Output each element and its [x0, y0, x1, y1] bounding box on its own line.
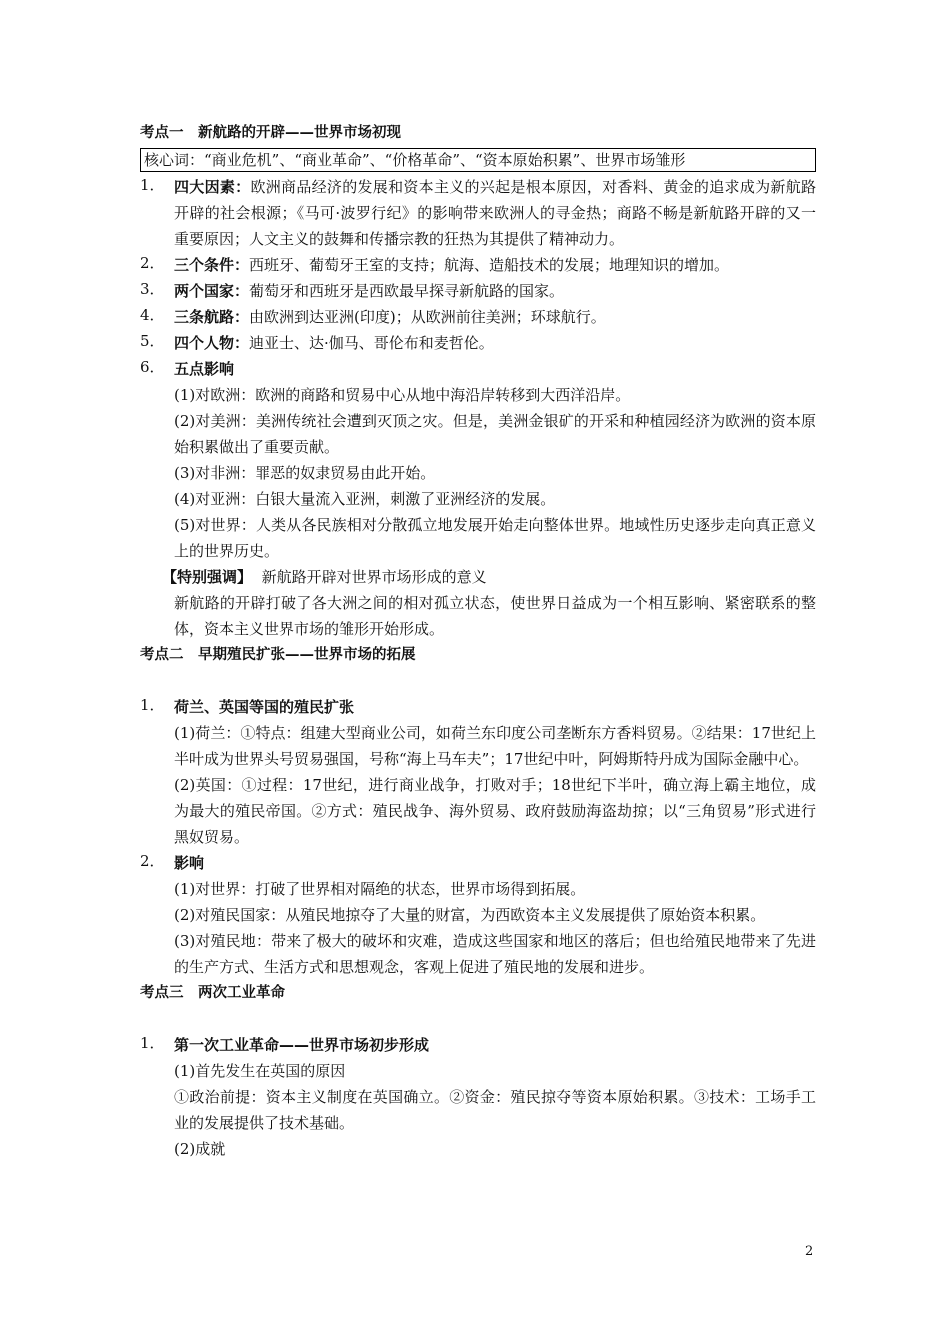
emphasis-title: 新航路开辟对世界市场形成的意义: [261, 568, 487, 586]
list-item: [140, 1032, 816, 1058]
effect-paragraph: (4)对亚洲：白银大量流入亚洲，刺激了亚洲经济的发展。: [174, 490, 556, 508]
emphasis-heading: [140, 564, 816, 590]
item-number: 1．: [140, 696, 165, 714]
item-text: 欧洲商品经济的发展和资本主义的兴起是根本原因，对香料、黄金的追求成为新航路开辟的社会根源；《马可·波罗行纪》的影响带来欧洲人的寻金热；商路不畅是新航路开辟的又一重要原因；人文主义的鼓舞和传播宗教的狂热为其提供了精神动力。: [174, 178, 816, 248]
item-number: 3．: [140, 280, 165, 298]
item-label: 五点影响: [174, 360, 235, 378]
section-title-2: 考点二 早期殖民扩张——世界市场的拓展: [140, 647, 416, 663]
sub-paragraph: (3)对殖民地：带来了极大的破坏和灾难，造成这些国家和地区的落后；但也给殖民地带来了先进的生产方式、生活方式和思想观念，客观上促进了殖民地的发展和进步。: [174, 932, 816, 976]
item-number: 2．: [140, 254, 165, 272]
item-label: 两个国家：: [174, 282, 250, 300]
effect-paragraph: (2)对美洲：美洲传统社会遭到灭顶之灾。但是，美洲金银矿的开采和种植园经济为欧洲的资本原始积累做出了重要贡献。: [174, 412, 816, 456]
sub-paragraph: (1)首先发生在英国的原因: [174, 1062, 346, 1080]
section-title-1: 考点一 新航路的开辟——世界市场初现: [140, 125, 401, 141]
list-item: [140, 330, 816, 356]
item-label: 三条航路：: [174, 308, 250, 326]
item-label: 三个条件：: [174, 256, 250, 274]
sub-paragraph: ①政治前提：资本主义制度在英国确立。②资金：殖民掠夺等资本原始积累。③技术：工场手工业的发展提供了技术基础。: [174, 1088, 816, 1132]
list-item: [140, 278, 816, 304]
page-number: 2: [805, 1244, 814, 1259]
list-item: [140, 304, 816, 330]
list-item: [140, 252, 816, 278]
item-label: 四个人物：: [174, 334, 250, 352]
effect-paragraph: (1)对欧洲：欧洲的商路和贸易中心从地中海沿岸转移到大西洋沿岸。: [174, 386, 631, 404]
sub-paragraph: (1)荷兰：①特点：组建大型商业公司，如荷兰东印度公司垄断东方香料贸易。②结果：17世纪上半叶成为世界头号贸易强国，号称“海上马车夫”；17世纪中叶，阿姆斯特丹成为国际金融中心。: [174, 724, 816, 768]
item-text: 葡萄牙和西班牙是西欧最早探寻新航路的国家。: [249, 282, 565, 300]
emphasis-text: 新航路的开辟打破了各大洲之间的相对孤立状态，使世界日益成为一个相互影响、紧密联系的整体，资本主义世界市场的雏形开始形成。: [174, 594, 816, 638]
item-label: 影响: [174, 854, 205, 872]
item-label: 第一次工业革命——世界市场初步形成: [174, 1036, 430, 1054]
item-number: 1．: [140, 1034, 165, 1052]
list-item: [140, 174, 816, 252]
sub-paragraph: (2)成就: [174, 1140, 226, 1158]
keywords-box: 核心词：“商业危机”、“商业革命”、“价格革命”、“资本原始积累”、世界市场雏形: [140, 148, 816, 172]
effect-paragraph: (5)对世界：人类从各民族相对分散孤立地发展开始走向整体世界。地域性历史逐步走向真正意义上的世界历史。: [174, 516, 816, 560]
list-item: [140, 356, 816, 382]
section-title-3: 考点三 两次工业革命: [140, 985, 285, 1001]
list-item: [140, 850, 816, 876]
sub-paragraph: (2)对殖民国家：从殖民地掠夺了大量的财富，为西欧资本主义发展提供了原始资本积累。: [174, 906, 766, 924]
list-item: [140, 694, 816, 720]
item-text: 西班牙、葡萄牙王室的支持；航海、造船技术的发展；地理知识的增加。: [249, 256, 730, 274]
sub-paragraph: (1)对世界：打破了世界相对隔绝的状态，世界市场得到拓展。: [174, 880, 586, 898]
item-number: 6．: [140, 358, 165, 376]
item-number: 2．: [140, 852, 165, 870]
item-number: 5．: [140, 332, 165, 350]
item-text: 迪亚士、达·伽马、哥伦布和麦哲伦。: [249, 334, 494, 352]
item-text: 由欧洲到达亚洲(印度)；从欧洲前往美洲；环球航行。: [249, 308, 606, 326]
item-label: 四大因素：: [174, 178, 251, 196]
item-label: 荷兰、英国等国的殖民扩张: [174, 698, 355, 716]
item-number: 1．: [140, 176, 165, 194]
emphasis-label: 【特别强调】: [162, 568, 253, 586]
document-page: [140, 120, 816, 1162]
item-number: 4．: [140, 306, 165, 324]
sub-paragraph: (2)英国：①过程：17世纪，进行商业战争，打败对手；18世纪下半叶，确立海上霸主地位，成为最大的殖民帝国。②方式：殖民战争、海外贸易、政府鼓励海盗劫掠；以“三角贸易”形式进行黑奴贸易。: [174, 776, 816, 846]
effect-paragraph: (3)对非洲：罪恶的奴隶贸易由此开始。: [174, 464, 436, 482]
